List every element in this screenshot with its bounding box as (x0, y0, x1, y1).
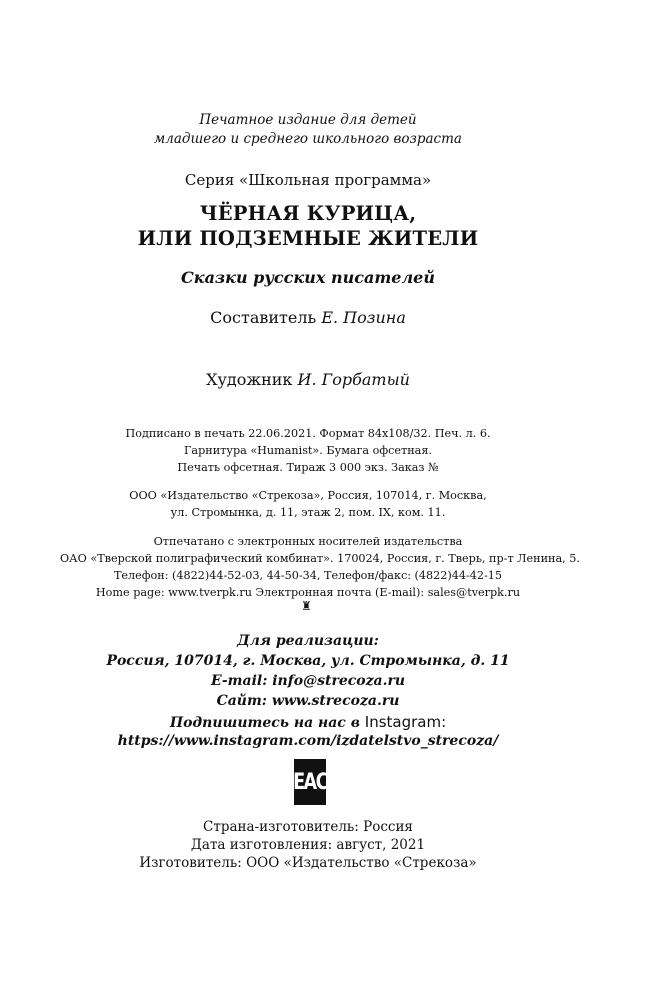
compiler-label: Составитель (210, 308, 317, 327)
series-name: Серия «Школьная программа» (184, 171, 432, 189)
printer-logo-icon: ♜ (301, 599, 312, 613)
artist-name: И. Горбатый (297, 370, 410, 389)
manufacturer-line: Дата изготовления: август, 2021 (190, 837, 426, 853)
edition-note-line2: младшего и среднего школьного возраста (154, 131, 462, 147)
print-info-line: Печать офсетная. Тираж 3 000 экз. Заказ № (177, 461, 439, 474)
printer-line: Home page: www.tverpk.ru Электронная почта (E-mail): sales@tverpk.ru (95, 586, 521, 599)
sales-heading: Для реализации: (237, 633, 379, 649)
title-line2: ИЛИ ПОДЗЕМНЫЕ ЖИТЕЛИ (137, 227, 479, 250)
eac-mark-icon: EAC (294, 759, 326, 805)
subtitle: Сказки русских писателей (181, 268, 435, 287)
publisher-line: ул. Стромынка, д. 11, этаж 2, пом. IX, ком. 11. (170, 506, 446, 519)
subscribe-line (0, 713, 616, 731)
print-info-line: Подписано в печать 22.06.2021. Формат 84x108/32. Печ. л. 6. (125, 427, 491, 440)
sales-address: Россия, 107014, г. Москва, ул. Стромынка, д. 11 (106, 653, 510, 669)
compiler-name: Е. Позина (321, 308, 406, 327)
instagram-logo: Instagram: (364, 713, 447, 731)
artist-credit (0, 370, 616, 389)
printer-line: Отпечатано с электронных носителей издательства (153, 535, 463, 548)
manufacturer-line: Страна-изготовитель: Россия (203, 819, 413, 835)
title-line1: ЧЁРНАЯ КУРИЦА, (199, 202, 417, 225)
printer-line: Телефон: (4822)44-52-03, 44-50-34, Телефон/факс: (4822)44-42-15 (113, 569, 503, 582)
publisher-line: ООО «Издательство «Стрекоза», Россия, 107014, г. Москва, (129, 489, 487, 502)
manufacturer-line: Изготовитель: ООО «Издательство «Стрекоза» (139, 855, 477, 871)
artist-label: Художник (206, 370, 293, 389)
sales-email: E-mail: info@strecoza.ru (210, 673, 406, 689)
printer-line: ОАО «Тверской полиграфический комбинат». 170024, Россия, г. Тверь, пр-т Ленина, 5. (60, 552, 580, 565)
instagram-url: https://www.instagram.com/izdatelstvo_strecoza/ (117, 733, 499, 749)
subscribe-text: Подпишитесь на нас в (169, 715, 360, 731)
edition-note-line1: Печатное издание для детей (199, 112, 417, 128)
print-info-line: Гарнитура «Humanist». Бумага офсетная. (184, 444, 432, 457)
compiler-credit (0, 308, 616, 327)
sales-site: Сайт: www.strecoza.ru (216, 693, 400, 709)
